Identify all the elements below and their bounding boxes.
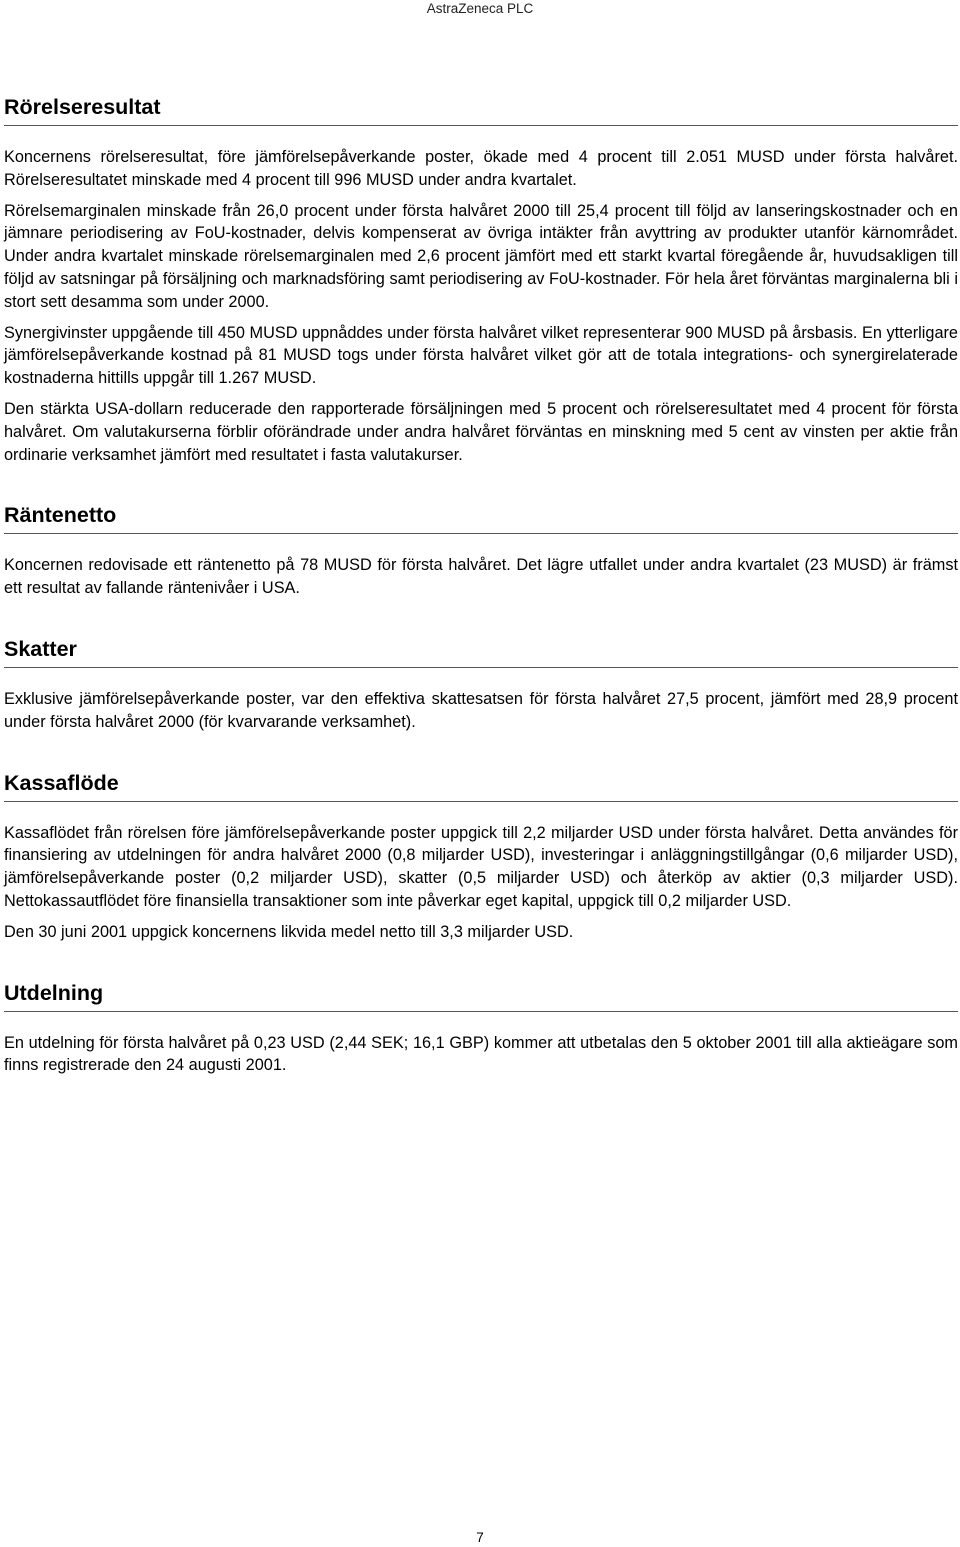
page-number: 7 bbox=[476, 1530, 484, 1545]
paragraph: Den 30 juni 2001 uppgick koncernens likvida medel netto till 3,3 miljarder USD. bbox=[4, 922, 574, 941]
paragraph: Kassaflödet från rörelsen före jämförelsepåverkande poster uppgick till 2,2 miljarder USD under första halvåret. Detta användes för finansiering av utdelningen för andra halvåret 2000 (0,8 miljarder USD), investeringar i anläggningstillgångar (0,6 miljarder USD), jämförelsepåverkande poster (0,2 miljarder USD), skatter (0,5 miljarder USD) och återköp av aktier (0,3 miljarder USD). Nettokassautflödet före finansiella transaktioner som inte påverkar eget kapital, uppgick till 0,2 miljarder USD. bbox=[4, 823, 958, 910]
section-heading: Rörelseresultat bbox=[4, 94, 958, 126]
paragraph: Exklusive jämförelsepåverkande poster, var den effektiva skattesatsen för första halvåret 27,5 procent, jämfört med 28,9 procent under första halvåret 2000 (för kvarvarande verksamhet). bbox=[4, 689, 958, 731]
section-heading: Utdelning bbox=[4, 980, 958, 1012]
running-header: AstraZeneca PLC bbox=[426, 1, 534, 16]
section-heading: Skatter bbox=[4, 636, 958, 668]
paragraph: Koncernen redovisade ett räntenetto på 78 MUSD för första halvåret. Det lägre utfallet under andra kvartalet (23 MUSD) är främst ett resultat av fallande räntenivåer i USA. bbox=[4, 556, 958, 598]
section-rantenetto bbox=[4, 502, 958, 600]
paragraph: Den stärkta USA-dollarn reducerade den rapporterade försäljningen med 5 procent och rörelseresultatet med 4 procent för första halvåret. Om valutakurserna förblir oförändrade under andra halvåret förväntas en minskning med 5 cent av vinsten per aktie från ordinarie verksamhet jämfört med resultatet i fasta valutakurser. bbox=[4, 399, 958, 464]
paragraph: Rörelsemarginalen minskade från 26,0 procent under första halvåret 2000 till 25,4 procent till följd av lanseringskostnader och en jämnare periodisering av FoU-kostnader, delvis kompenserat av övriga intäkter från avyttring av produkter utanför kärnområdet. Under andra kvartalet minskade rörelsemarginalen med 2,6 procent jämfört med ett starkt kvartal föregående år, huvudsakligen till följd av satsningar på försäljning och marknadsföring samt periodisering av FoU-kostnader. För hela året förväntas marginalerna bli i stort sett desamma som under 2000. bbox=[4, 201, 958, 311]
paragraph: Koncernens rörelseresultat, före jämförelsepåverkande poster, ökade med 4 procent till 2.051 MUSD under första halvåret. Rörelseresultatet minskade med 4 procent till 996 MUSD under andra kvartalet. bbox=[4, 148, 958, 189]
paragraph: Synergivinster uppgående till 450 MUSD uppnåddes under första halvåret vilket representerar 900 MUSD på årsbasis. En ytterligare jämförelsepåverkande kostnad på 81 MUSD togs under första halvåret vilket gör att de totala integrations- och synergirelaterade kostnaderna hittills uppgår till 1.267 MUSD. bbox=[4, 323, 958, 388]
document-body bbox=[4, 94, 958, 1077]
section-skatter bbox=[4, 636, 958, 734]
section-rorelseresultat bbox=[4, 94, 958, 466]
section-kassaflode bbox=[4, 770, 958, 944]
section-heading: Kassaflöde bbox=[4, 770, 958, 802]
section-utdelning bbox=[4, 980, 958, 1078]
section-heading: Räntenetto bbox=[4, 502, 958, 534]
paragraph: En utdelning för första halvåret på 0,23 USD (2,44 SEK; 16,1 GBP) kommer att utbetalas den 5 oktober 2001 till alla aktieägare som finns registrerade den 24 augusti 2001. bbox=[4, 1033, 958, 1075]
